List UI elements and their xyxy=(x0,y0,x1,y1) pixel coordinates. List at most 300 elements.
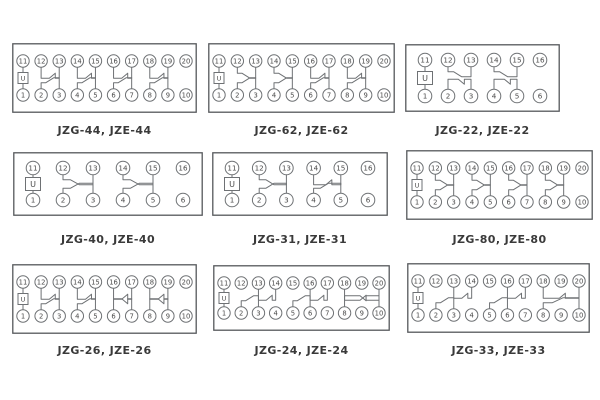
terminal-number: 16 xyxy=(503,277,512,286)
contact-normally-closed xyxy=(347,67,365,78)
terminal xyxy=(304,277,316,289)
terminal-number: 4 xyxy=(469,198,475,207)
terminal-number: 14 xyxy=(73,57,82,66)
terminal xyxy=(359,89,371,101)
coil-symbol xyxy=(18,288,28,310)
terminal xyxy=(521,196,533,208)
terminal-number: 16 xyxy=(504,164,513,173)
terminal xyxy=(287,307,299,319)
terminal xyxy=(557,162,569,174)
terminal-number: 20 xyxy=(181,57,191,66)
terminal-number: 17 xyxy=(521,277,530,286)
terminal xyxy=(487,89,501,103)
terminal xyxy=(125,89,137,101)
terminal-number: 9 xyxy=(561,198,566,207)
terminal xyxy=(86,193,100,207)
terminal xyxy=(501,309,513,321)
terminal-number: 14 xyxy=(467,164,477,173)
terminal-number: 11 xyxy=(219,279,229,288)
terminal-number: 14 xyxy=(271,279,280,288)
terminal xyxy=(146,161,160,175)
coil-symbol xyxy=(412,174,422,196)
terminal xyxy=(225,193,239,207)
terminal xyxy=(17,276,29,288)
coil-symbol xyxy=(18,67,28,89)
terminal-number: 19 xyxy=(163,278,173,287)
terminal xyxy=(280,161,294,175)
coil-symbol xyxy=(26,175,41,193)
terminal-number: 8 xyxy=(541,311,546,320)
terminal-number: 13 xyxy=(54,278,64,287)
terminal-number: 17 xyxy=(127,278,136,287)
terminal xyxy=(268,55,280,67)
terminal xyxy=(125,276,137,288)
terminal-number: 3 xyxy=(284,195,289,205)
terminal xyxy=(373,307,385,319)
terminal-number: 14 xyxy=(467,277,476,286)
terminal-number: 1 xyxy=(415,311,421,320)
terminal-number: 18 xyxy=(541,164,550,173)
contact-normally-open xyxy=(41,78,59,89)
terminal-number: 12 xyxy=(236,279,246,288)
panel-border xyxy=(209,44,394,112)
terminal xyxy=(125,310,137,322)
terminal-number: 16 xyxy=(109,57,118,66)
terminal xyxy=(334,161,348,175)
terminal xyxy=(218,277,230,289)
terminal xyxy=(338,277,350,289)
terminal-number: 20 xyxy=(374,279,384,288)
panel-schematic xyxy=(12,43,197,113)
contact-normally-open xyxy=(311,78,329,89)
terminal-number: 2 xyxy=(60,195,66,205)
terminal-number: 11 xyxy=(28,163,38,173)
panel-model-label: JZG-33, JZE-33 xyxy=(451,344,546,357)
contact-normally-closed xyxy=(114,67,132,78)
terminal xyxy=(116,161,130,175)
terminal-number: 16 xyxy=(178,163,188,173)
panel-model-label: JZG-62, JZE-62 xyxy=(254,124,349,137)
terminal-number: 4 xyxy=(273,309,278,318)
terminal xyxy=(180,310,192,322)
terminal xyxy=(557,196,569,208)
contact-normally-open xyxy=(436,298,454,309)
terminal xyxy=(466,196,478,208)
panel-schematic xyxy=(213,265,390,331)
contact-normally-open xyxy=(448,67,471,77)
terminal-number: 9 xyxy=(359,309,364,318)
terminal-number: 15 xyxy=(288,279,298,288)
terminal xyxy=(323,55,335,67)
terminal xyxy=(35,310,47,322)
contact-normally-open xyxy=(41,299,59,310)
contact-normally-closed xyxy=(150,299,168,310)
terminal xyxy=(448,309,460,321)
terminal xyxy=(252,193,266,207)
terminal xyxy=(176,161,190,175)
terminal-number: 15 xyxy=(91,57,100,66)
terminal xyxy=(56,193,70,207)
panel-model-label: JZG-44, JZE-44 xyxy=(57,124,152,137)
terminal-number: 11 xyxy=(413,277,423,286)
contact-normally-open xyxy=(509,174,527,185)
terminal xyxy=(430,275,442,287)
contact-normally-open xyxy=(435,185,453,196)
terminal-number: 3 xyxy=(451,311,456,320)
terminal xyxy=(107,55,119,67)
panel-schematic xyxy=(208,43,395,113)
terminal xyxy=(537,275,549,287)
terminal xyxy=(180,55,192,67)
contact-normally-closed xyxy=(310,289,327,300)
contact-normally-closed xyxy=(507,287,525,298)
terminal xyxy=(464,89,478,103)
terminal-number: 16 xyxy=(305,279,315,288)
terminal-number: 3 xyxy=(256,309,261,318)
terminal-number: 20 xyxy=(577,164,587,173)
terminal-number: 12 xyxy=(254,163,264,173)
contact-normally-open xyxy=(237,78,255,89)
terminal xyxy=(307,161,321,175)
terminal xyxy=(502,162,514,174)
terminal xyxy=(71,276,83,288)
terminal xyxy=(555,309,567,321)
terminal xyxy=(430,309,442,321)
terminal xyxy=(359,55,371,67)
contact-normally-closed xyxy=(150,288,168,299)
terminal xyxy=(249,89,261,101)
terminal-number: 13 xyxy=(466,55,476,65)
terminal xyxy=(213,89,225,101)
contact-normally-closed xyxy=(494,79,517,89)
terminal xyxy=(484,162,496,174)
panel-schematic xyxy=(12,264,197,334)
terminal xyxy=(26,193,40,207)
terminal-number: 3 xyxy=(253,91,258,100)
contact-normally-open xyxy=(347,78,365,89)
terminal xyxy=(361,193,375,207)
terminal xyxy=(429,162,441,174)
terminal-number: 9 xyxy=(165,91,171,100)
coil-letter: U xyxy=(20,295,26,304)
terminal-number: 14 xyxy=(118,163,128,173)
terminal-number: 4 xyxy=(271,91,277,100)
terminal xyxy=(334,193,348,207)
terminal xyxy=(521,162,533,174)
terminal-number: 20 xyxy=(379,57,389,66)
terminal-number: 11 xyxy=(18,57,28,66)
terminal-number: 7 xyxy=(326,91,332,100)
contact-normally-open xyxy=(490,298,508,309)
terminal-number: 11 xyxy=(18,278,28,287)
contact-normally-closed xyxy=(543,287,579,298)
coil-symbol xyxy=(225,175,240,193)
terminal xyxy=(356,277,368,289)
terminal-number: 9 xyxy=(363,91,368,100)
terminal xyxy=(286,89,298,101)
terminal-number: 1 xyxy=(20,91,26,100)
terminal xyxy=(89,276,101,288)
terminal xyxy=(231,55,243,67)
panel-model-label: JZG-22, JZE-22 xyxy=(435,124,530,137)
panel-jzg-33 xyxy=(407,263,590,333)
contact-normally-open xyxy=(435,174,453,185)
terminal xyxy=(286,55,298,67)
terminal xyxy=(501,275,513,287)
terminal-number: 5 xyxy=(150,195,156,205)
terminal xyxy=(162,276,174,288)
terminal xyxy=(356,307,368,319)
terminal xyxy=(26,161,40,175)
terminal-number: 19 xyxy=(556,277,566,286)
contact-normally-open xyxy=(545,185,563,196)
terminal-number: 17 xyxy=(324,57,334,66)
terminal xyxy=(537,309,549,321)
terminal xyxy=(539,162,551,174)
terminal xyxy=(338,307,350,319)
contact-normally-closed xyxy=(258,289,275,300)
terminal-number: 10 xyxy=(374,309,384,318)
terminal xyxy=(162,55,174,67)
terminal xyxy=(307,193,321,207)
terminal xyxy=(218,307,230,319)
terminal xyxy=(533,89,547,103)
terminal-number: 7 xyxy=(523,311,528,320)
terminal-number: 18 xyxy=(145,278,155,287)
terminal-number: 9 xyxy=(558,311,564,320)
terminal xyxy=(71,310,83,322)
terminal-number: 8 xyxy=(342,309,347,318)
terminal xyxy=(378,55,390,67)
terminal-number: 12 xyxy=(36,57,46,66)
contact-normally-closed xyxy=(41,67,59,78)
terminal xyxy=(447,162,459,174)
coil-letter: U xyxy=(422,74,428,83)
terminal-number: 6 xyxy=(506,198,511,207)
coil-letter: U xyxy=(216,74,222,83)
terminal xyxy=(361,161,375,175)
terminal-number: 12 xyxy=(431,277,441,286)
terminal-number: 18 xyxy=(538,277,548,286)
terminal xyxy=(89,310,101,322)
terminal xyxy=(71,89,83,101)
terminal xyxy=(249,55,261,67)
terminal-number: 4 xyxy=(311,195,316,205)
contact-normally-open xyxy=(150,78,168,89)
terminal xyxy=(268,89,280,101)
terminal xyxy=(466,162,478,174)
terminal xyxy=(180,89,192,101)
terminal-number: 19 xyxy=(357,279,367,288)
terminal xyxy=(555,275,567,287)
terminal xyxy=(125,55,137,67)
terminal xyxy=(448,275,460,287)
terminal-number: 2 xyxy=(445,91,451,101)
panel-model-label: JZG-80, JZE-80 xyxy=(452,233,547,246)
coil-symbol xyxy=(219,289,229,307)
terminal xyxy=(341,55,353,67)
terminal-number: 13 xyxy=(449,164,458,173)
terminal xyxy=(341,89,353,101)
terminal xyxy=(502,196,514,208)
terminal-number: 9 xyxy=(165,312,171,321)
terminal-number: 14 xyxy=(73,278,82,287)
terminal xyxy=(162,89,174,101)
terminal-number: 12 xyxy=(431,164,440,173)
terminal xyxy=(573,309,585,321)
terminal-number: 5 xyxy=(290,309,296,318)
terminal-number: 10 xyxy=(181,91,191,100)
terminal-number: 20 xyxy=(574,277,584,286)
terminal-number: 13 xyxy=(254,279,263,288)
terminal-number: 4 xyxy=(491,91,497,101)
terminal-number: 3 xyxy=(90,195,96,205)
terminal xyxy=(287,277,299,289)
coil-letter: U xyxy=(221,294,227,303)
coil-symbol xyxy=(214,67,224,89)
panel-schematic xyxy=(405,44,560,112)
terminal xyxy=(162,310,174,322)
terminal xyxy=(89,55,101,67)
contact-normally-closed xyxy=(345,289,379,300)
terminal-number: 6 xyxy=(111,91,116,100)
terminal xyxy=(373,277,385,289)
terminal xyxy=(321,307,333,319)
terminal-number: 10 xyxy=(379,91,389,100)
terminal-number: 18 xyxy=(343,57,352,66)
panel-model-label: JZG-24, JZE-24 xyxy=(254,344,349,357)
terminal xyxy=(510,53,524,67)
terminal xyxy=(176,193,190,207)
terminal-number: 13 xyxy=(54,57,64,66)
terminal xyxy=(17,310,29,322)
terminal-number: 11 xyxy=(227,163,237,173)
terminal-number: 5 xyxy=(93,91,98,100)
panel-border xyxy=(407,151,592,219)
terminal-number: 6 xyxy=(537,91,543,101)
terminal-number: 15 xyxy=(336,163,346,173)
panel-schematic xyxy=(406,150,593,220)
contact-normally-open xyxy=(237,67,255,78)
terminal-number: 5 xyxy=(488,198,493,207)
terminal-number: 12 xyxy=(36,278,46,287)
terminal xyxy=(411,162,423,174)
panel-jzg-26 xyxy=(12,264,197,334)
contact-normally-closed xyxy=(77,288,95,299)
terminal-number: 1 xyxy=(30,195,36,205)
terminal xyxy=(213,55,225,67)
contact-normally-closed xyxy=(345,296,379,307)
terminal-number: 17 xyxy=(522,164,532,173)
terminal-number: 8 xyxy=(345,91,350,100)
terminal-number: 2 xyxy=(256,195,262,205)
contact-normally-open xyxy=(545,174,563,185)
coil-symbol xyxy=(418,67,433,89)
terminal xyxy=(180,276,192,288)
terminal-number: 2 xyxy=(38,312,44,321)
terminal xyxy=(418,53,432,67)
terminal-number: 8 xyxy=(147,312,152,321)
contact-normally-closed xyxy=(311,67,329,78)
terminal-number: 16 xyxy=(363,163,373,173)
terminal-number: 15 xyxy=(91,278,100,287)
terminal-number: 3 xyxy=(57,312,62,321)
terminal-number: 2 xyxy=(433,198,438,207)
terminal-number: 5 xyxy=(290,91,295,100)
terminal-number: 8 xyxy=(543,198,548,207)
terminal-number: 19 xyxy=(163,57,173,66)
terminal xyxy=(17,55,29,67)
terminal-number: 1 xyxy=(414,198,420,207)
terminal-number: 2 xyxy=(38,91,44,100)
contact-normally-open xyxy=(274,67,292,78)
terminal xyxy=(412,275,424,287)
terminal-number: 16 xyxy=(109,278,118,287)
contact-normally-open xyxy=(274,78,292,89)
terminal-number: 6 xyxy=(505,311,510,320)
terminal xyxy=(465,309,477,321)
terminal-number: 18 xyxy=(145,57,155,66)
terminal xyxy=(519,309,531,321)
terminal-number: 3 xyxy=(468,91,474,101)
terminal xyxy=(487,53,501,67)
terminal xyxy=(576,162,588,174)
terminal-number: 4 xyxy=(469,311,474,320)
terminal-number: 16 xyxy=(535,55,545,65)
contact-normally-closed xyxy=(454,287,472,298)
terminal-number: 2 xyxy=(235,91,240,100)
terminal-number: 7 xyxy=(524,198,530,207)
panel-schematic xyxy=(212,152,388,216)
terminal xyxy=(441,53,455,67)
terminal xyxy=(378,89,390,101)
terminal xyxy=(429,196,441,208)
contact-normally-open xyxy=(241,296,258,307)
terminal xyxy=(107,89,119,101)
terminal xyxy=(510,89,524,103)
terminal-number: 15 xyxy=(148,163,158,173)
terminal xyxy=(107,310,119,322)
terminal-number: 4 xyxy=(75,91,80,100)
terminal xyxy=(53,310,65,322)
panel-jzg-62 xyxy=(208,43,395,113)
terminal xyxy=(576,196,588,208)
panel-jzg-22 xyxy=(405,44,560,112)
terminal xyxy=(53,276,65,288)
terminal-number: 6 xyxy=(111,312,116,321)
terminal xyxy=(539,196,551,208)
contact-normally-closed xyxy=(114,288,132,299)
coil-letter: U xyxy=(20,74,26,83)
terminal xyxy=(269,277,281,289)
terminal xyxy=(235,277,247,289)
contact-normally-open xyxy=(114,78,132,89)
terminal xyxy=(304,89,316,101)
terminal xyxy=(483,309,495,321)
terminal-number: 6 xyxy=(180,195,186,205)
terminal xyxy=(35,89,47,101)
terminal-number: 1 xyxy=(221,309,227,318)
terminal xyxy=(418,89,432,103)
terminal xyxy=(53,89,65,101)
panel-jzg-44 xyxy=(12,43,197,113)
terminal-number: 13 xyxy=(281,163,291,173)
contact-normally-open xyxy=(494,67,517,77)
terminal-number: 10 xyxy=(181,312,191,321)
terminal xyxy=(573,275,585,287)
terminal xyxy=(235,307,247,319)
terminal xyxy=(411,196,423,208)
